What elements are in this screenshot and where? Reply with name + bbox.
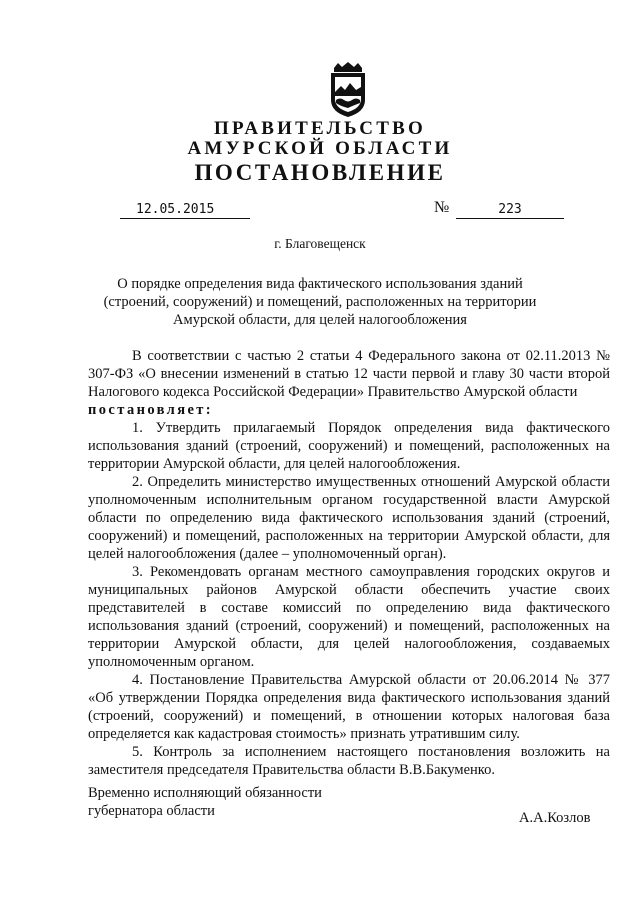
- item-paragraph-1: 1. Утвердить прилагаемый Порядок определения вида фактического использования зданий (строений, сооружений) и помещений, расположенных на территории Амурской области, для целей налогообложения.: [88, 420, 610, 472]
- signatory-position-line-1: Временно исполняющий обязанности: [88, 785, 322, 801]
- coat-of-arms-icon: [322, 62, 374, 118]
- government-heading: ПРАВИТЕЛЬСТВО: [214, 118, 426, 139]
- document-title: О порядке определения вида фактического использования зданий (строений, сооружений) и помещений, расположенных на территории Амурской области, для целей налогообложения: [103, 276, 537, 328]
- signatory-position: [88, 784, 388, 820]
- document-body: [88, 347, 610, 779]
- item-paragraph-3: 3. Рекомендовать органам местного самоуправления городских округов и муниципальных районов Амурской области обеспечить участие своих представителей в составе комиссий по определению вида фактического использования зданий (строений, сооружений) и помещений, расположенных на территории Амурской области, для целей налогообложения, создаваемых уполномоченным органом.: [88, 564, 610, 670]
- preamble-paragraph: [88, 347, 610, 401]
- document-date: 12.05.2015: [120, 202, 250, 219]
- number-label: №: [434, 199, 450, 216]
- document-type-heading: ПОСТАНОВЛЕНИЕ: [194, 160, 446, 185]
- city-label: г. Благовещенск: [274, 236, 366, 251]
- document-number: 223: [456, 202, 564, 219]
- item-paragraph-5: 5. Контроль за исполнением настоящего постановления возложить на заместителя председателя Правительства области В.В.Бакуменко.: [88, 744, 610, 778]
- region-heading: АМУРСКОЙ ОБЛАСТИ: [187, 138, 453, 159]
- item-paragraph-4: 4. Постановление Правительства Амурской области от 20.06.2014 № 377 «Об утверждении Порядка определения вида фактического использования зданий (строений, сооружений) и помещений, в отношении которых налоговая база определяется как кадастровая стоимость» признать утратившим силу.: [88, 672, 610, 742]
- preamble-text: В соответствии с частью 2 статьи 4 Федерального закона от 02.11.2013 № 307-ФЗ «О внесении изменений в статью 12 части первой и главу 30 части второй Налогового кодекса Российской Федерации» Правительство Амурской области: [88, 348, 610, 400]
- signatory-position-line-2: губернатора области: [88, 803, 215, 819]
- decree-word: постановляет:: [88, 402, 214, 418]
- item-paragraph-2: 2. Определить министерство имущественных отношений Амурской области уполномоченным исполнительным органом государственной власти Амурской области по определению вида фактического использования зданий (строений, сооружений) и помещений, расположенных на территории Амурской области, для целей налогообложения (далее – уполномоченный орган).: [88, 474, 610, 562]
- signatory-name: А.А.Козлов: [519, 810, 591, 826]
